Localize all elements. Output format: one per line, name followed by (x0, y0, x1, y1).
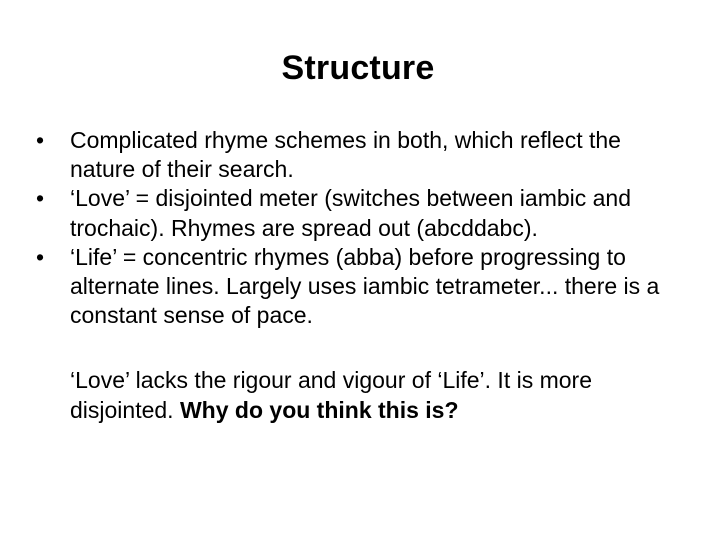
bullet-icon: • (36, 185, 45, 212)
bullet-text: Complicated rhyme schemes in both, which reflect the nature of their search. (70, 127, 621, 183)
closing-question: Why do you think this is? (179, 396, 459, 423)
slide-title: Structure (281, 49, 435, 87)
bullet-text: ‘Life’ = concentric rhymes (abba) before progressing to alternate lines. Largely uses iambic tetrameter... there is a constant sense of pace. (70, 243, 660, 329)
bullet-item (36, 126, 686, 184)
bullet-list (36, 126, 686, 330)
bullet-icon: • (36, 243, 45, 270)
closing-text: ‘Love’ lacks the rigour and vigour of ‘Life’. It is more disjointed. (70, 367, 593, 423)
closing-paragraph (36, 366, 686, 424)
bullet-icon: • (36, 127, 45, 153)
bullet-item (36, 184, 686, 242)
bullet-text: ‘Love’ = disjointed meter (switches between iambic and trochaic). Rhymes are spread out (abcddabc). (70, 185, 632, 241)
bullet-item (36, 243, 686, 331)
slide-body (36, 126, 686, 425)
